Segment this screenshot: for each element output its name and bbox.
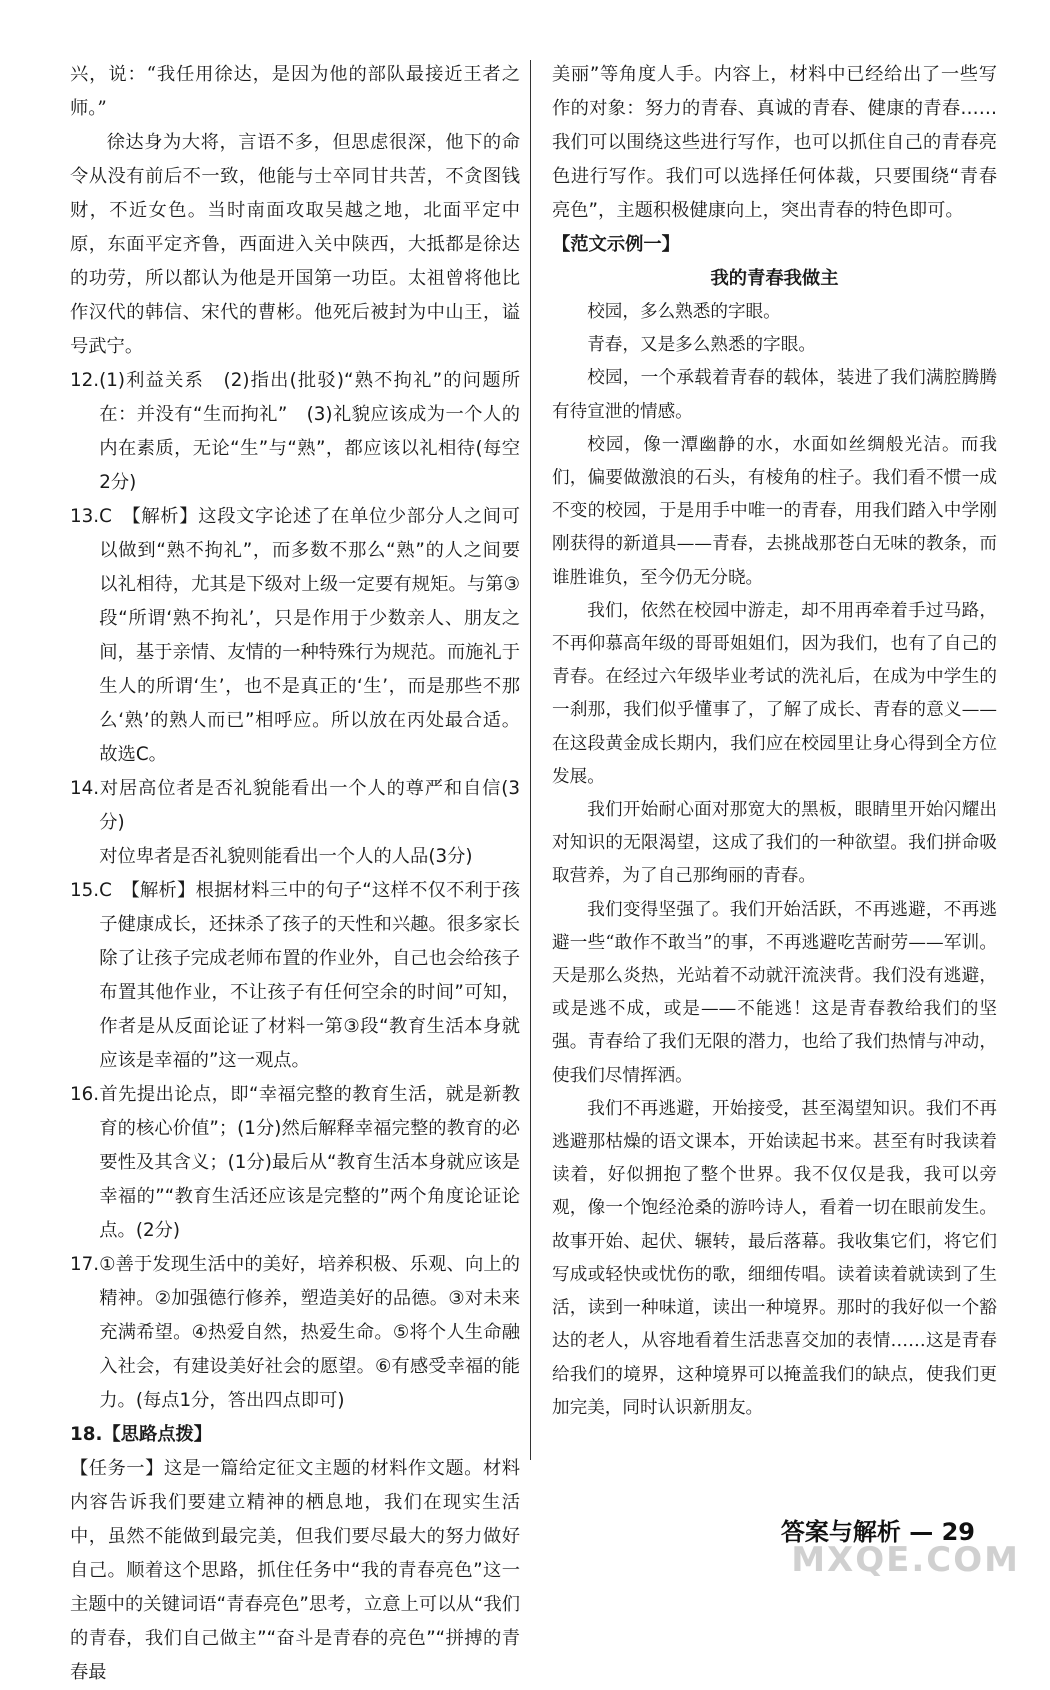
left-paragraph: 对位卑者是否礼貌则能看出一个人的人品(3分) bbox=[99, 846, 473, 867]
right-paragraph: 我们不再逃避，开始接受，甚至渴望知识。我们不再逃避那枯燥的语文课本，开始读起书来。甚至有时我读着读着，好似拥抱了整个世界。我不仅仅是我，我可以旁观，像一个饱经沧桑的游吟诗人，看着一切在眼前发生。故事开始、起伏、辗转，最后落幕。我收集它们，将它们写成或轻快或忧伤的歌，细细传唱。读着读着就读到了生活，读到一种味道，读出一种境界。那时的我好似一个豁达的老人，从容地看着生活悲喜交加的表情……这是青春给我们的境界，这种境界可以掩盖我们的缺点，使我们更加完美，同时认识新朋友。 bbox=[552, 1098, 997, 1418]
left-paragraph: 【任务一】这是一篇给定征文主题的材料作文题。材料内容告诉我们要建立精神的栖息地，我们在现实生活中，虽然不能做到最完美，但我们要尽最大的努力做好自己。顺着这个思路，抓住任务中“我的青春亮色”这一主题中的关键词语“青春亮色”思考，立意上可以从“我们的青春，我们自己做主”“奋斗是青春的亮色”“拼搏的青春最 bbox=[70, 1458, 520, 1683]
right-paragraph: 【范文示例一】 bbox=[552, 234, 680, 255]
right-paragraph: 我们变得坚强了。我们开始活跃，不再逃避，不再逃避一些“敢作不敢当”的事，不再逃避吃苦耐劳——军训。天是那么炎热，光站着不动就汗流浃背。我们没有逃避，或是逃不成，或是——不能逃！这是青春教给我们的坚强。青春给了我们无限的潜力，也给了我们热情与冲动，使我们尽情挥洒。 bbox=[552, 899, 997, 1086]
right-paragraph: 校园，像一潭幽静的水，水面如丝绸般光洁。而我们，偏要做激浪的石头，有棱角的柱子。我们看不惯一成不变的校园，于是用手中唯一的青春，用我们踏入中学刚刚获得的新道具——青春，去挑战那苍白无味的教条，而谁胜谁负，至今仍无分晓。 bbox=[552, 434, 997, 588]
column-divider bbox=[530, 60, 531, 1460]
left-paragraph: 16.首先提出论点，即“幸福完整的教育生活，就是新教育的核心价值”；(1分)然后解释幸福完整的教育的必要性及其含义；(1分)最后从“教育生活本身就应该是幸福的”“教育生活还应该是完整的”两个角度论证论点。(2分) bbox=[70, 1084, 520, 1241]
left-paragraph: 14.对居高位者是否礼貌能看出一个人的尊严和自信(3分) bbox=[70, 778, 520, 833]
left-paragraph: 徐达身为大将，言语不多，但思虑很深，他下的命令从没有前后不一致，他能与士卒同甘共苦，不贪图钱财，不近女色。当时南面攻取吴越之地，北面平定中原，东面平定齐鲁，西面进入关中陕西，大抵都是徐达的功劳，所以都认为他是开国第一功臣。太祖曾将他比作汉代的韩信、宋代的曹彬。他死后被封为中山王，谥号武宁。 bbox=[70, 132, 520, 357]
watermark-logo: MXQE.COM bbox=[791, 1540, 1020, 1580]
right-paragraph: 校园，一个承载着青春的载体，装进了我们满腔腾腾有待宣泄的情感。 bbox=[552, 368, 997, 422]
left-paragraph: 12.(1)利益关系 (2)指出(批驳)“熟不拘礼”的问题所在：并没有“生而拘礼” (3)礼貌应该成为一个人的内在素质，无论“生”与“熟”，都应该以礼相待(每空2分) bbox=[70, 370, 520, 493]
left-paragraph: 18.【思路点拨】 bbox=[70, 1424, 213, 1445]
right-column bbox=[552, 58, 997, 1425]
left-paragraph: 17.①善于发现生活中的美好，培养积极、乐观、向上的精神。②加强德行修养，塑造美好的品德。③对未来充满希望。④热爱自然，热爱生命。⑤将个人生命融入社会，有建设美好社会的愿望。⑥有感受幸福的能力。(每点1分，答出四点即可) bbox=[70, 1254, 520, 1411]
left-paragraph: 15.C 【解析】根据材料三中的句子“这样不仅不利于孩子健康成长，还抹杀了孩子的天性和兴趣。很多家长除了让孩子完成老师布置的作业外，自己也会给孩子布置其他作业，不让孩子有任何空余的时间”可知，作者是从反面论证了材料一第③段“教育生活本身就应该是幸福的”这一观点。 bbox=[70, 880, 520, 1071]
right-paragraph: 我的青春我做主 bbox=[710, 268, 839, 289]
page-footer: 答案与解析 — 29 bbox=[780, 1518, 975, 1546]
left-paragraph: 13.C 【解析】这段文字论述了在单位少部分人之间可以做到“熟不拘礼”，而多数不那么“熟”的人之间要以礼相待，尤其是下级对上级一定要有规矩。与第③段“所谓‘熟不拘礼’，只是作用于少数亲人、朋友之间，基于亲情、友情的一种特殊行为规范。而施礼于生人的所谓‘生’，也不是真正的‘生’，而是那些不那么‘熟’的熟人而已”相呼应。所以放在丙处最合适。故选C。 bbox=[70, 506, 520, 765]
left-paragraph: 兴，说：“我任用徐达，是因为他的部队最接近王者之师。” bbox=[70, 64, 520, 119]
right-paragraph: 我们开始耐心面对那宽大的黑板，眼睛里开始闪耀出对知识的无限渴望，这成了我们的一种欲望。我们拼命吸取营养，为了自己那绚丽的青春。 bbox=[552, 800, 997, 887]
right-paragraph: 美丽”等角度人手。内容上，材料中已经给出了一些写作的对象：努力的青春、真诚的青春、健康的青春……我们可以围绕这些进行写作，也可以抓住自己的青春亮色进行写作。我们可以选择任何体裁，只要围绕“青春亮色”，主题积极健康向上，突出青春的特色即可。 bbox=[552, 64, 997, 221]
right-paragraph: 校园，多么熟悉的字眼。 bbox=[587, 302, 781, 322]
right-paragraph: 青春，又是多么熟悉的字眼。 bbox=[587, 335, 816, 356]
right-paragraph: 我们，依然在校园中游走，却不用再牵着手过马路，不再仰慕高年级的哥哥姐姐们，因为我们，也有了自己的青春。在经过六年级毕业考试的洗礼后，在成为中学生的一刹那，我们似乎懂事了，了解了成长、青春的意义——在这段黄金成长期内，我们应在校园里让身心得到全方位发展。 bbox=[552, 600, 997, 787]
left-column bbox=[70, 58, 520, 1690]
